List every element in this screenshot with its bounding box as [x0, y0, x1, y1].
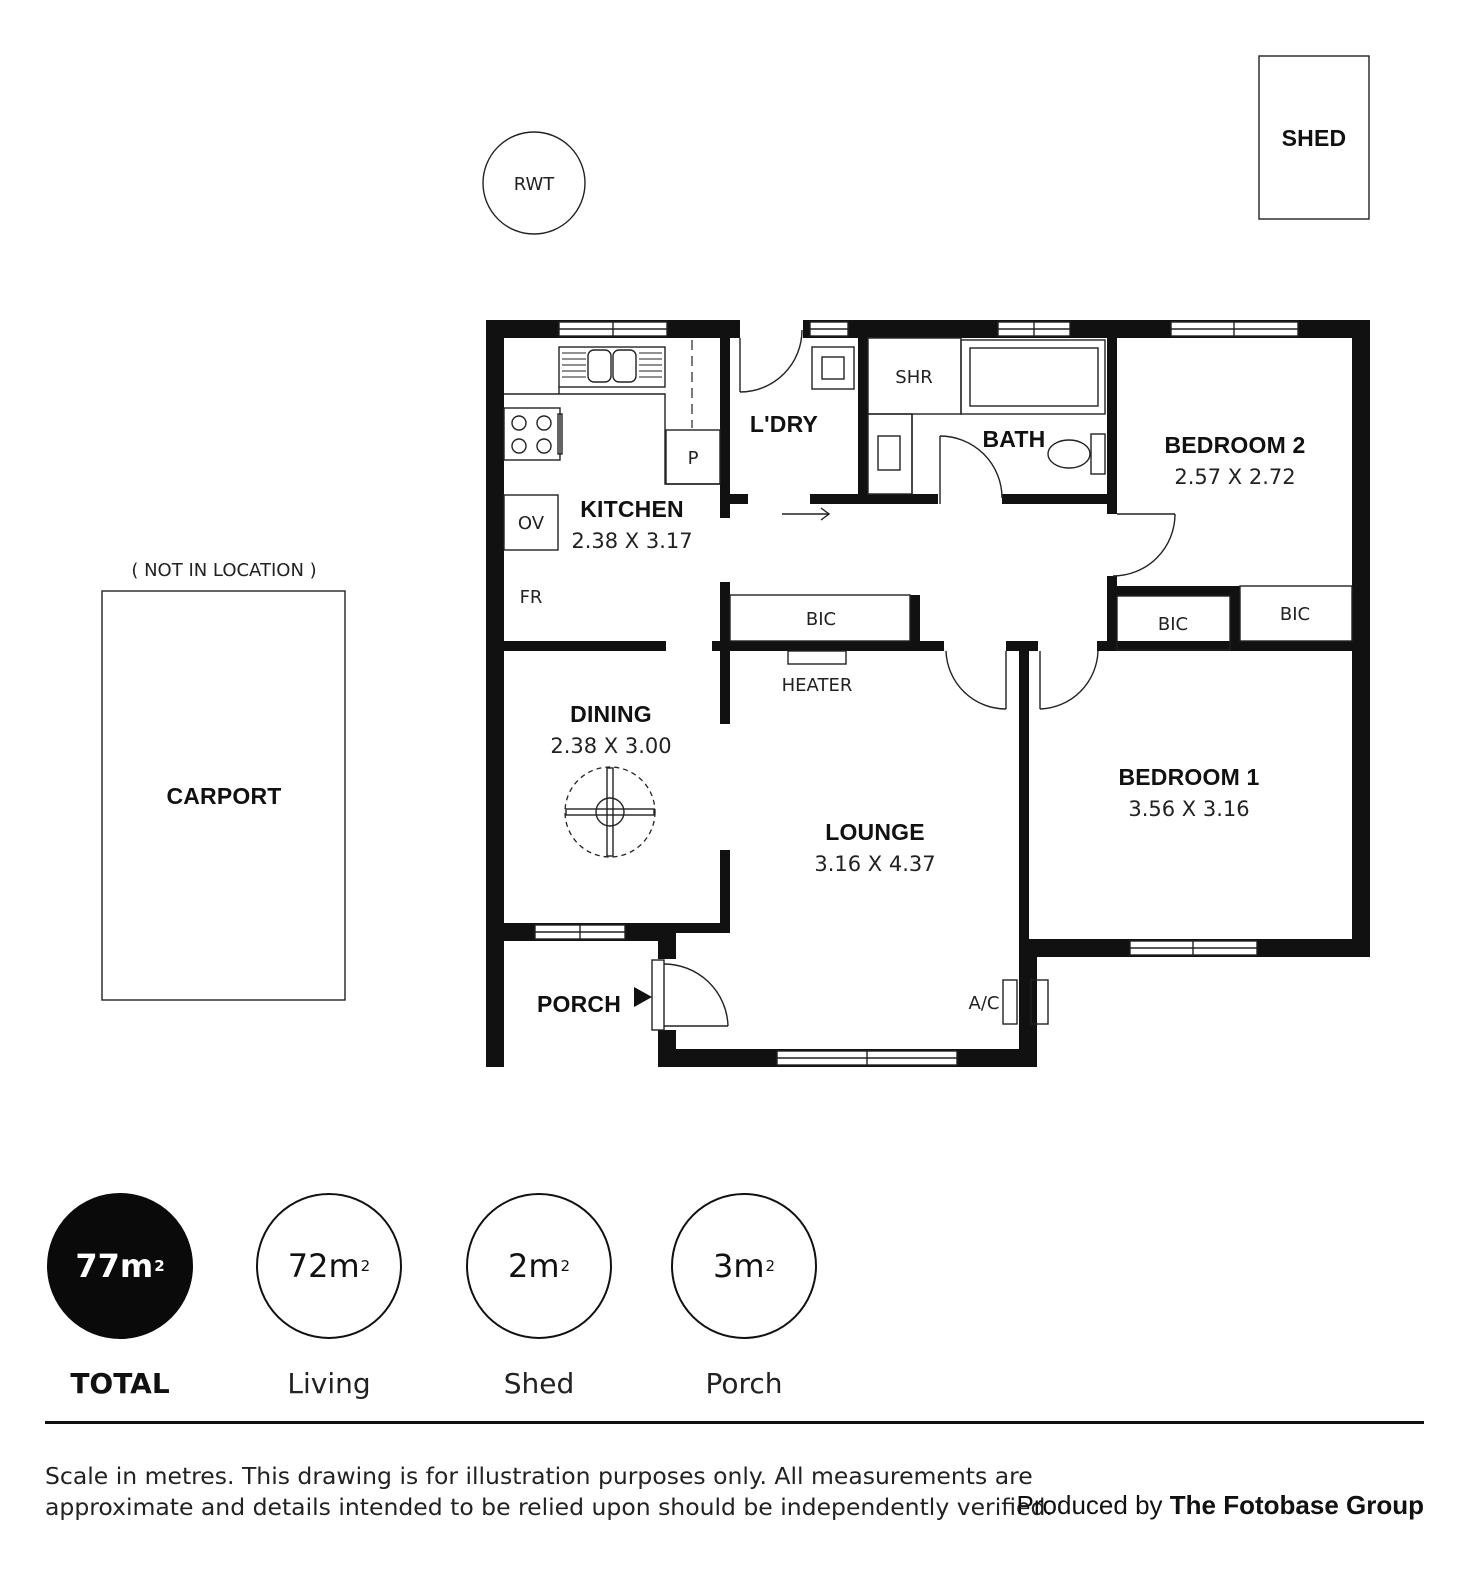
rwt-label: RWT — [513, 174, 555, 195]
carport-label: CARPORT — [166, 783, 282, 809]
footer-divider — [45, 1421, 1424, 1424]
bic-bedroom2-label: BIC — [1279, 604, 1311, 625]
kitchen-fixtures — [504, 340, 720, 608]
area-porch — [669, 1193, 819, 1400]
kitchen-size: 2.38 X 3.17 — [571, 529, 693, 553]
bic-bedroom1-label: BIC — [1157, 614, 1189, 635]
area-shed-label: Shed — [503, 1367, 575, 1400]
lounge-name: LOUNGE — [825, 819, 925, 845]
laundry-name: L'DRY — [749, 411, 819, 437]
oven-label: OV — [517, 513, 545, 534]
heater-label: HEATER — [781, 675, 853, 696]
area-shed-value: 2m — [507, 1247, 560, 1285]
laundry-fixtures — [812, 347, 854, 389]
area-shed — [464, 1193, 614, 1400]
area-total-value: 77m — [75, 1247, 154, 1285]
area-shed-badge — [466, 1193, 612, 1339]
shed-label: SHED — [1281, 125, 1347, 151]
area-shed-unit-sup: 2 — [560, 1257, 571, 1275]
area-porch-unit-sup: 2 — [765, 1257, 776, 1275]
area-total-badge — [47, 1193, 193, 1339]
disclaimer-text: Scale in metres. This drawing is for illustration purposes only. All measurements are approximate and details intended to be relied upon should be independently verified. — [45, 1462, 1053, 1521]
area-total-unit-sup: 2 — [154, 1257, 165, 1275]
brand-name: The Fotobase Group — [1169, 1490, 1424, 1520]
bic-hall-label: BIC — [805, 609, 837, 630]
area-living-unit-sup: 2 — [360, 1257, 371, 1275]
bedroom2-name: BEDROOM 2 — [1164, 432, 1306, 458]
lounge-size: 3.16 X 4.37 — [814, 852, 936, 876]
shower-label: SHR — [895, 367, 933, 388]
area-porch-badge — [671, 1193, 817, 1339]
produced-by-text: Produced by — [1016, 1490, 1163, 1520]
carport-note: ( NOT IN LOCATION ) — [131, 560, 317, 581]
area-living-value: 72m — [287, 1247, 360, 1285]
dining-size: 2.38 X 3.00 — [550, 734, 672, 758]
bath-name: BATH — [982, 426, 1046, 452]
bedroom1-size: 3.56 X 3.16 — [1128, 797, 1250, 821]
porch-name: PORCH — [536, 991, 622, 1017]
bedroom2-size: 2.57 X 2.72 — [1174, 465, 1296, 489]
fridge-label: FR — [519, 587, 543, 608]
bedroom1-name: BEDROOM 1 — [1118, 764, 1260, 790]
producer-credit — [1017, 1490, 1424, 1521]
area-total — [45, 1193, 195, 1400]
dining-table — [565, 767, 655, 857]
area-living — [254, 1193, 404, 1400]
kitchen-name: KITCHEN — [580, 496, 684, 522]
dining-name: DINING — [570, 701, 652, 727]
pantry-label: P — [687, 448, 699, 469]
built-ins — [730, 586, 1352, 1024]
bathroom-fixtures — [868, 338, 1105, 494]
area-living-label: Living — [287, 1367, 371, 1400]
area-porch-value: 3m — [712, 1247, 765, 1285]
area-living-badge — [256, 1193, 402, 1339]
area-porch-label: Porch — [705, 1367, 783, 1400]
ac-label: A/C — [968, 993, 1000, 1014]
area-total-label: TOTAL — [70, 1367, 170, 1400]
